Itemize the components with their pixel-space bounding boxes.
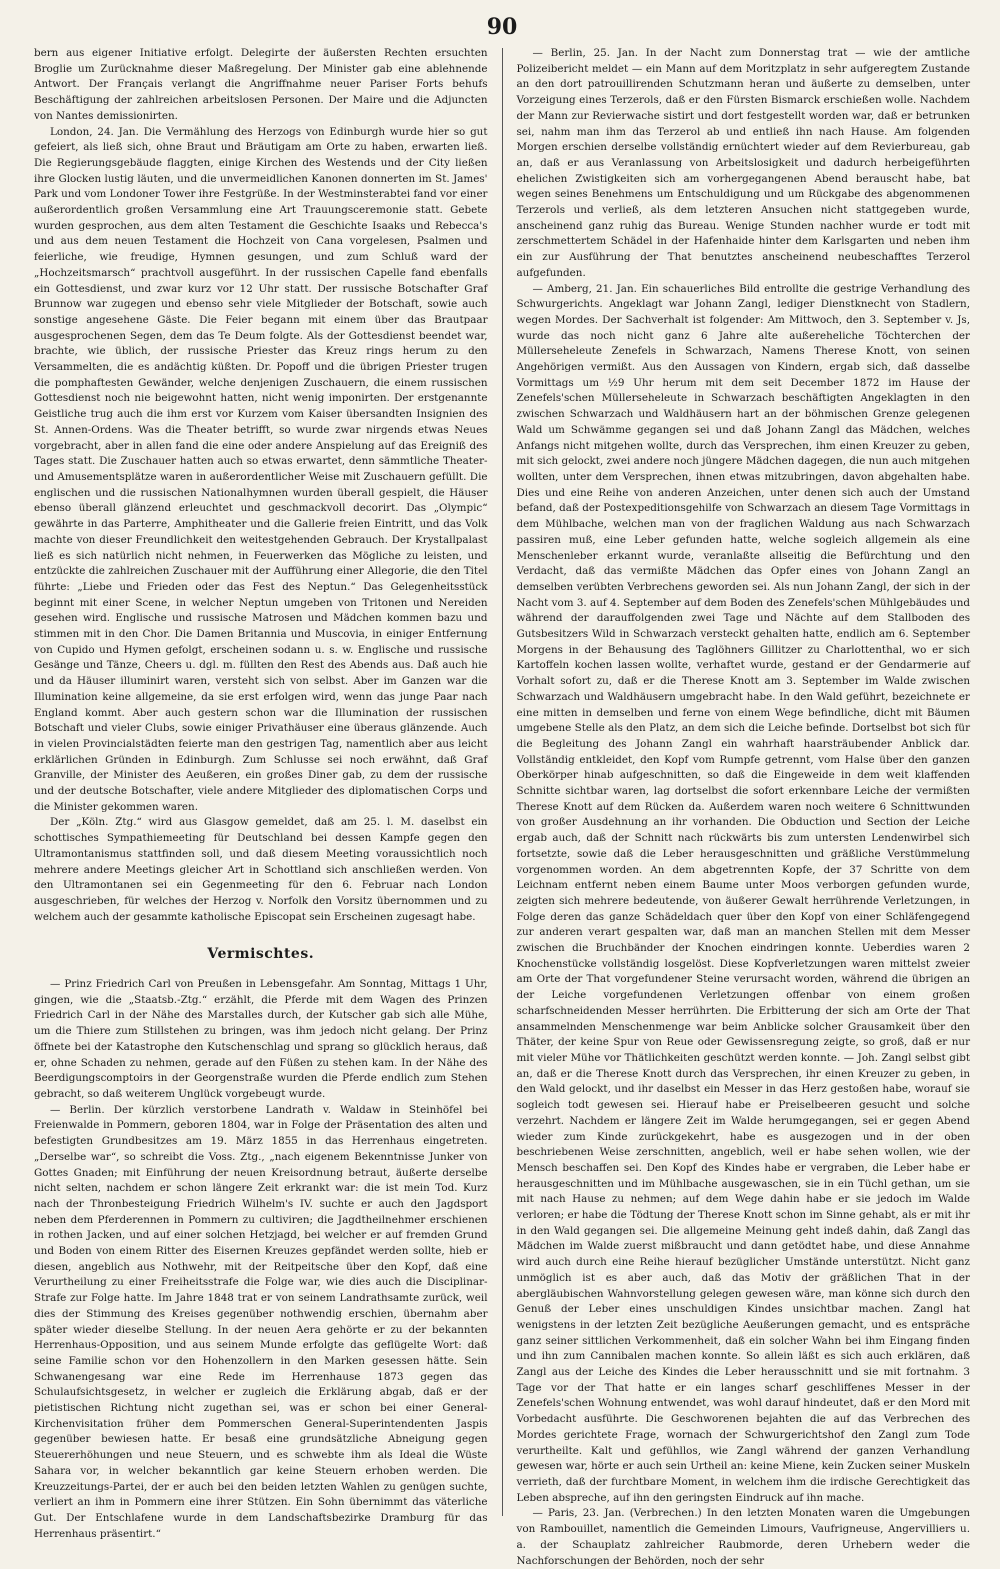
column-divider: [502, 48, 503, 1516]
article-paris: — Paris, 23. Jan. (Verbrechen.) In den letzten Monaten waren die Umgebungen von Rambouillet, namentlich die Gemeinden Limours, Vaufrigneuse, Angervilliers u. a. der Schauplatz zahlreicher Raubmorde, deren Urhebern weder die Nachforschungen der Behörden, noch der sehr: [516, 1507, 971, 1567]
section-heading-vermischtes: Vermischtes.: [207, 946, 315, 963]
article-prinz-friedrich-carl: — Prinz Friedrich Carl von Preußen in Lebensgefahr. Am Sonntag, Mittags 1 Uhr, gingen, wie die „Staatsb.-Ztg.“ erzählt, die Pferde mit dem Wagen des Prinzen Friedrich Carl in der Nähe des Marstalles durch, der Kutscher gab sich alle Mühe, um die Thiere zum Stillstehen zu bringen, was ihm jedoch nicht gelang. Der Prinz öffnete bei der Katastrophe den Kutschenschlag und sprang so glücklich heraus, daß er, ohne Schaden zu nehmen, gerade auf den Füßen zu stehen kam. In der Nähe des Beerdigungscomptoirs in der Georgenstraße wurden die Pferde endlich zum Stehen gebracht, so daß weiterem Unglück vorgebeugt wurde.: [34, 978, 488, 1100]
left-column: [34, 46, 488, 1540]
page-number: 90: [486, 14, 518, 40]
article-berlin-terzerol: — Berlin, 25. Jan. In der Nacht zum Donnerstag trat — wie der amtliche Polizeibericht meldet — ein Mann auf dem Moritzplatz in sehr aufgeregtem Zustande an den dort patrouillirenden Schutzmann heran und äußerte zu demselben, unter Vorzeigung eines Terzerols, daß er den Fürsten Bismarck erschießen wolle. Nachdem der Mann zur Revierwache sistirt und dort festgestellt worden war, daß er betrunken sei, nahm man ihm das Terzerol ab und entließ ihn nach Hause. Am folgenden Morgen erschien derselbe vollständig ernüchtert wieder auf dem Revierbureau, gab an, daß er aus Veranlassung von Arbeitslosigkeit und dadurch herbeigeführten ehelichen Zwistigkeiten sich am vorhergegangenen Abend berauscht habe, bat wegen seines Benehmens um Entschuldigung und um Rückgabe des abgenommenen Terzerols und verließ, als dem letzteren Ansuchen nicht stattgegeben wurde, anscheinend ganz ruhig das Bureau. Wenige Stunden nachher wurde er todt mit zerschmettertem Schädel in der Hafenhaide hinter dem Karlsgarten und neben ihm ein zur Ausführung der That benutztes anscheinend neubeschafftes Terzerol aufgefunden.: [516, 47, 971, 279]
article-glasgow: Der „Köln. Ztg.“ wird aus Glasgow gemeldet, daß am 25. l. M. daselbst ein schottisches Sympathiemeeting für Deutschland bei dessen Kampfe gegen den Ultramontanismus stattfinden soll, und daß diesem Meeting voraussichtlich noch mehrere andere Meetings gleicher Art in Schottland sich anschließen werden. Von den Ultramontanen sei ein Gegenmeeting für den 6. Februar nach London ausgeschrieben, für welches der Herzog v. Norfolk den Vorsitz übernommen und zu welchem auch der gesammte katholische Episcopat sein Erscheinen zugesagt habe.: [34, 816, 488, 923]
article-berlin-landrath: — Berlin. Der kürzlich verstorbene Landrath v. Waldaw in Steinhöfel bei Freienwalde in Pommern, geboren 1804, war in Folge der Präsentation des alten und befestigten Grundbesitzes am 19. März 1855 in das Herrenhaus eingetreten. „Derselbe war“, so schreibt die Voss. Ztg., „nach eigenem Bekenntnisse Junker von Gottes Gnaden; mit Einführung der neuen Kreisordnung betraut, äußerte derselbe nicht selten, nachdem er schon längere Zeit erkrankt war: die ist mein Tod. Kurz nach der Thronbesteigung Friedrich Wilhelm's IV. suchte er auch den Jagdsport neben dem Pferderennen in Pommern zu cultiviren; die Jagdtheilnehmer erschienen in rothen Jacken, und auf einer solchen Hetzjagd, bei welcher er auf fremden Grund und Boden von einem Ritter des Eisernen Kreuzes gepfändet werden sollte, hieb er diesen, angeblich aus Nothwehr, mit der Reitpeitsche über den Kopf, daß eine Verurtheilung zu einer Freiheitsstrafe die Folge war, wie dies auch die Disciplinar-Strafe zur Folge hatte. Im Jahre 1848 trat er von seinem Landrathsamte zurück, weil dies der Stimmung des Kreises gegenüber nothwendig erschien, übernahm aber später wieder dieselbe Stellung. In der neuen Aera gehörte er zu der bekannten Herrenhaus-Opposition, und aus seinem Munde erfolgte das geflügelte Wort: daß seine Familie schon vor den Hohenzollern in den Marken gesessen hätte. Sein Schwanengesang war eine Rede im Herrenhause 1873 gegen das Schulaufsichtsgesetz, in welcher er zugleich die Erklärung abgab, daß er der pietistischen Richtung nicht zugethan sei, was er schon bei einer General-Kirchenvisitation früher dem Pommerschen General-Superintendenten Jaspis gegenüber bewiesen hatte. Er besaß eine grundsätzliche Abneigung gegen Steuererhöhungen und neue Steuern, und es schwebte ihm als Ideal die Wüste Sahara vor, in welcher bekanntlich gar keine Steuern erhoben werden. Die Kreuzzeitungs-Partei, der er auch bei den beiden letzten Wahlen zu genügen suchte, verliert an ihm in Pommern eine ihrer Stützen. Ein Sohn übernimmt das väterliche Gut. Der Entschlafene wurde in dem Landschaftsbezirke Dramburg für das Herrenhaus präsentirt.“: [34, 1103, 488, 1540]
right-column: [516, 46, 971, 1567]
article-broglie-continuation: bern aus eigener Initiative erfolgt. Delegirte der äußersten Rechten ersuchten Broglie um Zurücknahme dieser Maßregelung. Der Minister gab eine ablehnende Antwort. Der Français verlangt die Angriffnahme neuer Pariser Forts behufs Beschäftigung der zahlreichen arbeitslosen Personen. Der Maire und die Adjuncten von Nantes demissionirten.: [34, 47, 488, 122]
article-amberg: — Amberg, 21. Jan. Ein schauerliches Bild entrollte die gestrige Verhandlung des Schwurgerichts. Angeklagt war Johann Zangl, lediger Dienstknecht von Stadlern, wegen Mordes. Der Sachverhalt ist folgender: Am Mittwoch, den 3. September v. Js, wurde das noch nicht ganz 6 Jahre alte außereheliche Töchterchen der Müllerseheleute Zenefels in Schwarzach, Namens Therese Knott, von seinen Angehörigen vermißt. Aus den Aussagen von Kindern, ergab sich, daß dasselbe Vormittags um ½9 Uhr herum mit dem seit December 1872 im Hause der Zenefels'schen Müllerseheleute in Schwarzach beschäftigten Angeklagten in den zwischen Schwarzach und Waldhäusern hart an der böhmischen Grenze gelegenen Wald um Schwämme gegangen sei und daß Johann Zangl das Mädchen, welches Anfangs nicht mitgehen wollte, durch das Versprechen, ihm einen Kreuzer zu geben, mit sich gelockt, zwei andere noch jüngere Mädchen dagegen, die nun auch mitgehen wollten, unter dem Versprechen, ihnen etwas mitzubringen, davon abgehalten habe. Dies und eine Reihe von anderen Anzeichen, unter denen sich auch der Umstand befand, daß der Postexpeditionsgehilfe von Schwarzach an diesem Tage Vormittags in dem Mühlbache, welchen man von der fraglichen Waldung aus nach Schwarzach passiren muß, eine Leber gefunden hatte, welche sogleich allgemein als eine Menschenleber erkannt wurde, veranlaßte allseitig die Befürchtung und den Verdacht, daß das vermißte Mädchen das Opfer eines von Johann Zangl an demselben verübten Verbrechens geworden sei. Als nun Johann Zangl, der sich in der Nacht vom 3. auf 4. September auf dem Boden des Zenefels'schen Mühlgebäudes und während der darauffolgenden zwei Tage und Nächte auf dem Stallboden des Gutsbesitzers Wild in Schwarzach versteckt gehalten hatte, endlich am 6. September Morgens in der Behausung des Taglöhners Gillitzer zu Charlottenthal, wo er sich Kartoffeln kochen lassen wollte, verhaftet wurde, gestand er der Gendarmerie auf Vorhalt sofort zu, daß er die Therese Knott am 3. September im Walde zwischen Schwarzach und Waldhäusern umgebracht habe. In den Wald geführt, bezeichnete er eine mitten in demselben und ferne von einem Wege befindliche, dicht mit Bäumen umgebene Stelle als den Platz, an dem sich die Leiche befinde. Dortselbst bot sich für die Begleitung des Johann Zangl ein wahrhaft haarsträubender Anblick dar. Vollständig entkleidet, den Kopf vom Rumpfe getrennt, vom Halse über den ganzen Oberkörper hinab aufgeschnitten, so daß die Eingeweide in dem weit klaffenden Schnitte sichtbar waren, lag dortselbst die sofort erkennbare Leiche der vermißten Therese Knott auf dem Rücken da. Außerdem waren noch weitere 6 Schnittwunden von großer Ausdehnung an ihr vorhanden. Die Obduction und Section der Leiche ergab auch, daß der Schnitt nach rückwärts bis zum untersten Lendenwirbel sich fortsetzte, sowie daß die Leber herausgeschnitten und gräßliche Verstümmelung vorgenommen worden. An dem abgetrennten Kopfe, der 37 Schritte von dem Leichnam entfernt neben einem Baume unter Moos verborgen gefunden wurde, zeigten sich mehrere bedeutende, von äußerer Gewalt herrührende Verletzungen, in Folge deren das ganze Schädeldach quer über den Kopf von einer Schläfengegend zur anderen verart gespalten war, daß man an manchen Stellen mit dem Messer zwischen die Bruchbänder der Knochen eindringen konnte. Ueberdies waren 2 Knochenstücke vollständig losgelöst. Diese Kopfverletzungen waren mittelst zweier am Orte der That vorgefundener Steine verursacht worden, während die übrigen an der Leiche vorgefundenen Verletzungen offenbar von einem großen scharfschneidenden Messer herrührten. Die Erbitterung der sich am Orte der That ansammelnden Menschenmenge war beim Anblicke solcher Grausamkeit über den Thäter, der keine Spur von Reue oder Gewissensregung zeigte, so groß, daß er nur mit vieler Mühe vor Thätlichkeiten geschützt werden konnte. — Joh. Zangl selbst gibt an, daß er die Therese Knott durch das Versprechen, ihr einen Kreuzer zu geben, in den Wald gelockt, und ihr daselbst ein Messer in das Herz gestoßen habe, worauf sie sogleich todt gewesen sei. Hierauf habe er Preiselbeeren gesucht und solche verzehrt. Nachdem er längere Zeit im Walde herumgegangen, sei er gegen Abend wieder zum Kinde zurückgekehrt, habe es ausgezogen und in der oben beschriebenen Weise zerschnitten, angeblich, weil er habe sehen wollen, wie der Mensch beschaffen sei. Den Kopf des Kindes habe er vergraben, die Leber habe er herausgeschnitten und im Mühlbache ausgewaschen, sie in ein Tüchl gethan, um sie mit nach Hause zu nehmen; auf dem Wege dahin habe er sie jedoch im Walde verloren; er habe die Tödtung der Therese Knott schon im Sinne gehabt, als er mit ihr in den Wald gegangen sei. Die allgemeine Meinung geht indeß dahin, daß Zangl das Mädchen im Walde zuerst mißbraucht und dann getödtet habe, und diese Annahme wird auch durch eine Reihe hierauf bezüglicher Umstände unterstützt. Nicht ganz unmöglich ist es aber auch, daß das Motiv der gräßlichen That in der abergläubischen Wahnvorstellung gelegen gewesen wäre, man könne sich durch den Genuß der Leber eines unschuldigen Kindes unsichtbar machen. Zangl hat wenigstens in der letzten Zeit bezügliche Aeußerungen gemacht, und es entspräche ganz seiner sittlichen Verkommenheit, daß ein solcher Wahn bei ihm Eingang finden und ihn zum Cannibalen machen konnte. So allein läßt es sich auch erklären, daß Zangl aus der Leiche des Kindes die Leber herausschnitt und sie mit fortnahm. 3 Tage vor der That hatte er ein langes scharf geschliffenes Messer in der Zenefels'schen Wohnung entwendet, was wohl darauf hindeutet, daß er den Mord mit Vorbedacht ausführte. Die Geschworenen bejahten die auf das Verbrechen des Mordes gerichtete Frage, wornach der Schwurgerichtshof den Zangl zum Tode verurtheilte. Kalt und gefühllos, wie Zangl während der ganzen Verhandlung gewesen war, hörte er auch sein Urtheil an: keine Miene, kein Zucken seiner Muskeln verrieth, daß der furchtbare Moment, in welchem ihm die irdische Gerechtigkeit das Leben abspreche, auf ihn den geringsten Eindruck auf ihn mache.: [516, 282, 971, 1504]
article-london: London, 24. Jan. Die Vermählung des Herzogs von Edinburgh wurde hier so gut gefeiert, als ließ sich, ohne Braut und Bräutigam am Orte zu haben, erwarten ließ. Die Regierungsgebäude flaggten, einige Kirchen des Westends und der City ließen ihre Glocken lustig läuten, und die unvermeidlichen Kanonen donnerten im St. James' Park und vom Londoner Tower ihre Festgrüße. In der Westminsterabtei fand vor einer außerordentlich großen Versammlung eine Art Trauungsceremonie statt. Gebete wurden gesprochen, aus dem alten Testament die Geschichte Isaaks und Rebecca's und aus dem neuen Testament die Hochzeit von Cana vorgelesen, Psalmen und feierliche, wie freudige, Hymnen gesungen, und zum Schluß ward der „Hochzeitsmarsch“ prachtvoll ausgeführt. In der russischen Capelle fand ebenfalls ein Gottesdienst, und zwar kurz vor 12 Uhr statt. Der russische Botschafter Graf Brunnow war zugegen und ebenso sehr viele Mitglieder der Botschaft, sowie auch sonstige angesehene Gäste. Die Feier begann mit einem über das Brautpaar ausgesprochenen Segen, dem das Te Deum folgte. Als der Gottesdienst beendet war, brachte, wie üblich, der russische Priester das Kreuz rings herum zu den Versammelten, die es andächtig küßten. Dr. Popoff und die übrigen Priester trugen die pomphaftesten Gewänder, welche denjenigen Zuschauern, die einem russischen Gottesdienst noch nie beigewohnt hatten, nicht wenig imponirten. Der erstgenannte Geistliche trug auch die ihm erst vor Kurzem vom Kaiser übersandten Insignien des St. Annen-Ordens. Was die Theater betrifft, so wurde zwar nirgends etwas Neues vorgebracht, aber in allen fand die eine oder andere Anspielung auf das Ereigniß des Tages statt. Die Zuschauer hatten auch so etwas erwartet, denn sämmtliche Theater- und Amusementsplätze waren in außerordentlicher Weise mit Zuschauern gefüllt. Die englischen und die russischen Nationalhymnen wurden überall gespielt, die Häuser ebenso überall glänzend erleuchtet und geschmackvoll decorirt. Das „Olympic“ gewährte in das Parterre, Amphitheater und die Gallerie freien Eintritt, und das Volk machte von dieser Freundlichkeit den weitestgehenden Gebrauch. Der Krystallpalast ließ es sich natürlich nicht nehmen, in Feuerwerken das Mögliche zu leisten, und entzückte die zahlreichen Zuschauer mit der Aufführung einer Allegorie, die den Titel führte: „Liebe und Frieden oder das Fest des Neptun.“ Das Gelegenheitsstück beginnt mit einer Scene, in welcher Neptun umgeben von Tritonen und Nereiden gesehen wird. Englische und russische Matrosen und Mädchen kommen bazu und stimmen mit in den Chor. Die Damen Britannia und Muscovia, in einiger Entfernung von Cupido und Hymen gefolgt, erscheinen sodann u. s. w. Englische und russische Gesänge und Tänze, Cheers u. dgl. m. füllten den Rest des Abends aus. Daß auch hie und da Häuser illuminirt waren, versteht sich von selbst. Aber im Ganzen war die Illumination keine allgemeine, da sie erst erfolgen wird, wenn das junge Paar nach England kommt. Aber auch gestern schon war die Illumination der russischen Botschaft und vieler Clubs, sowie einiger Privathäuser eine überaus glänzende. Auch in vielen Provincialstädten feierte man den gestrigen Tag, namentlich aber aus leicht erklärlichen Gründen in Edinburgh. Zum Schlusse sei noch erwähnt, daß Graf Granville, der Minister des Aeußeren, ein großes Diner gab, zu dem der russische und der deutsche Botschafter, viele andere Mitglieder des diplomatischen Corps und die Minister gekommen waren.: [34, 125, 488, 813]
text-columns: [34, 46, 971, 1567]
